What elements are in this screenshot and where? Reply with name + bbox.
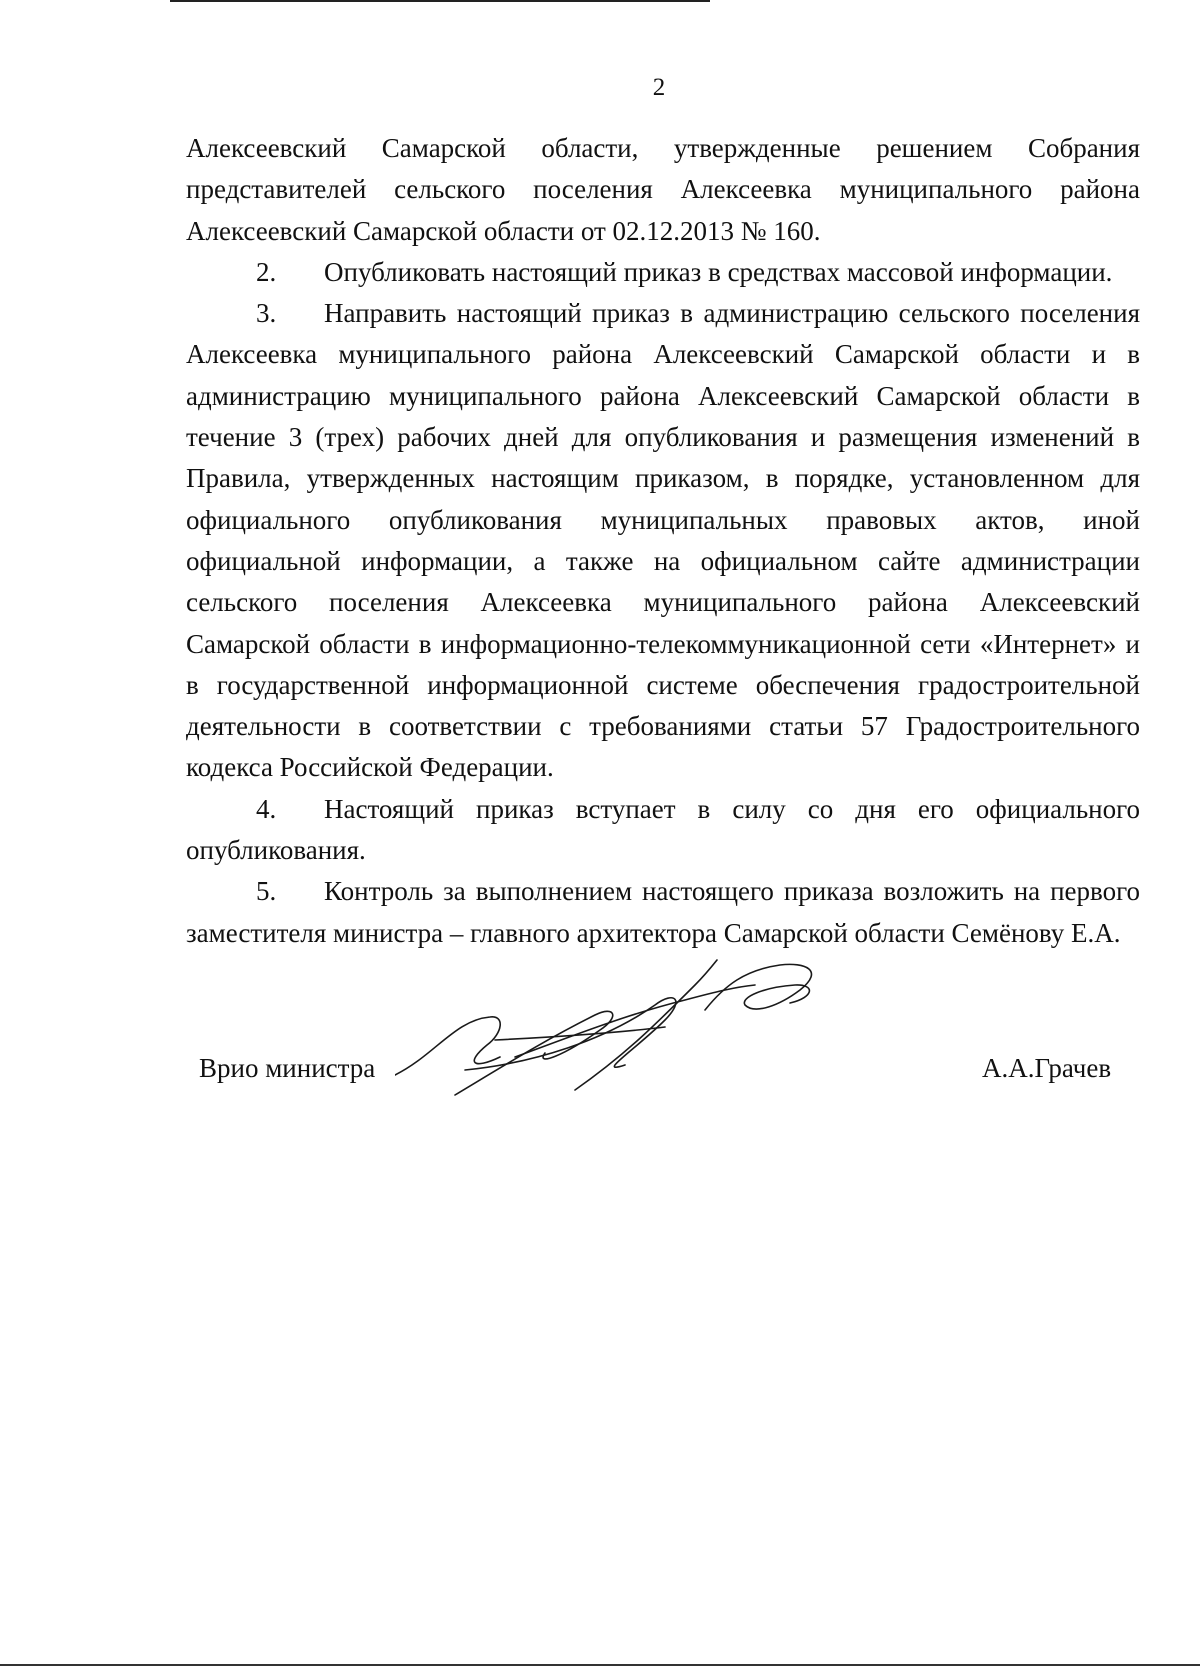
document-body [186, 128, 1140, 954]
item-text: Контроль за выполнением настоящего приказа возложить на первого заместителя министра – главного архитектора Самарской области Семёнову Е.А. [186, 876, 1140, 948]
item-number: 5. [256, 876, 277, 907]
item-text: Настоящий приказ вступает в силу со дня его официального опубликования. [186, 793, 1140, 866]
scan-edge-bottom [0, 1664, 1200, 1666]
item-paragraph-4 [186, 789, 1140, 872]
item-paragraph-5 [186, 871, 1140, 954]
item-text: Направить настоящий приказ в администрацию сельского поселения Алексеевка муниципального района Алексеевский Самарской области и в администрацию муниципального района Алексеевский Самарской области в течение 3 (трех) рабочих дней для опубликования и размещения изменений в Правила, утвержденных настоящим приказом, в порядке, установленном для официального опубликования муниципальных правовых актов, иной официальной информации, а также на официальном сайте администрации сельского поселения Алексеевка муниципального района Алексеевский Самарской области в информационно-телекоммуникационной сети «Интернет» и в государственной информационной системе обеспечения градостроительной деятельности в соответствии с требованиями статьи 57 Градостроительного кодекса Российской Федерации. [186, 298, 1140, 783]
intro-paragraph: Алексеевский Самарской области, утвержденные решением Собрания представителей сельского поселения Алексеевка муниципального района Алексеевский Самарской области от 02.12.2013 № 160. [186, 133, 1140, 246]
page-number: 2 [652, 74, 666, 101]
item-paragraph-2 [186, 252, 1140, 293]
item-paragraph-3 [186, 293, 1140, 789]
item-number: 3. [256, 298, 277, 329]
handwritten-signature [395, 945, 865, 1105]
item-number: 2. [256, 256, 277, 287]
signatory-title: Врио министра [199, 1053, 376, 1083]
scan-edge-top [170, 0, 710, 2]
item-number: 4. [256, 793, 277, 824]
item-text: Опубликовать настоящий приказ в средствах массовой информации. [324, 256, 1113, 287]
signatory-name: А.А.Грачев [982, 1053, 1112, 1083]
